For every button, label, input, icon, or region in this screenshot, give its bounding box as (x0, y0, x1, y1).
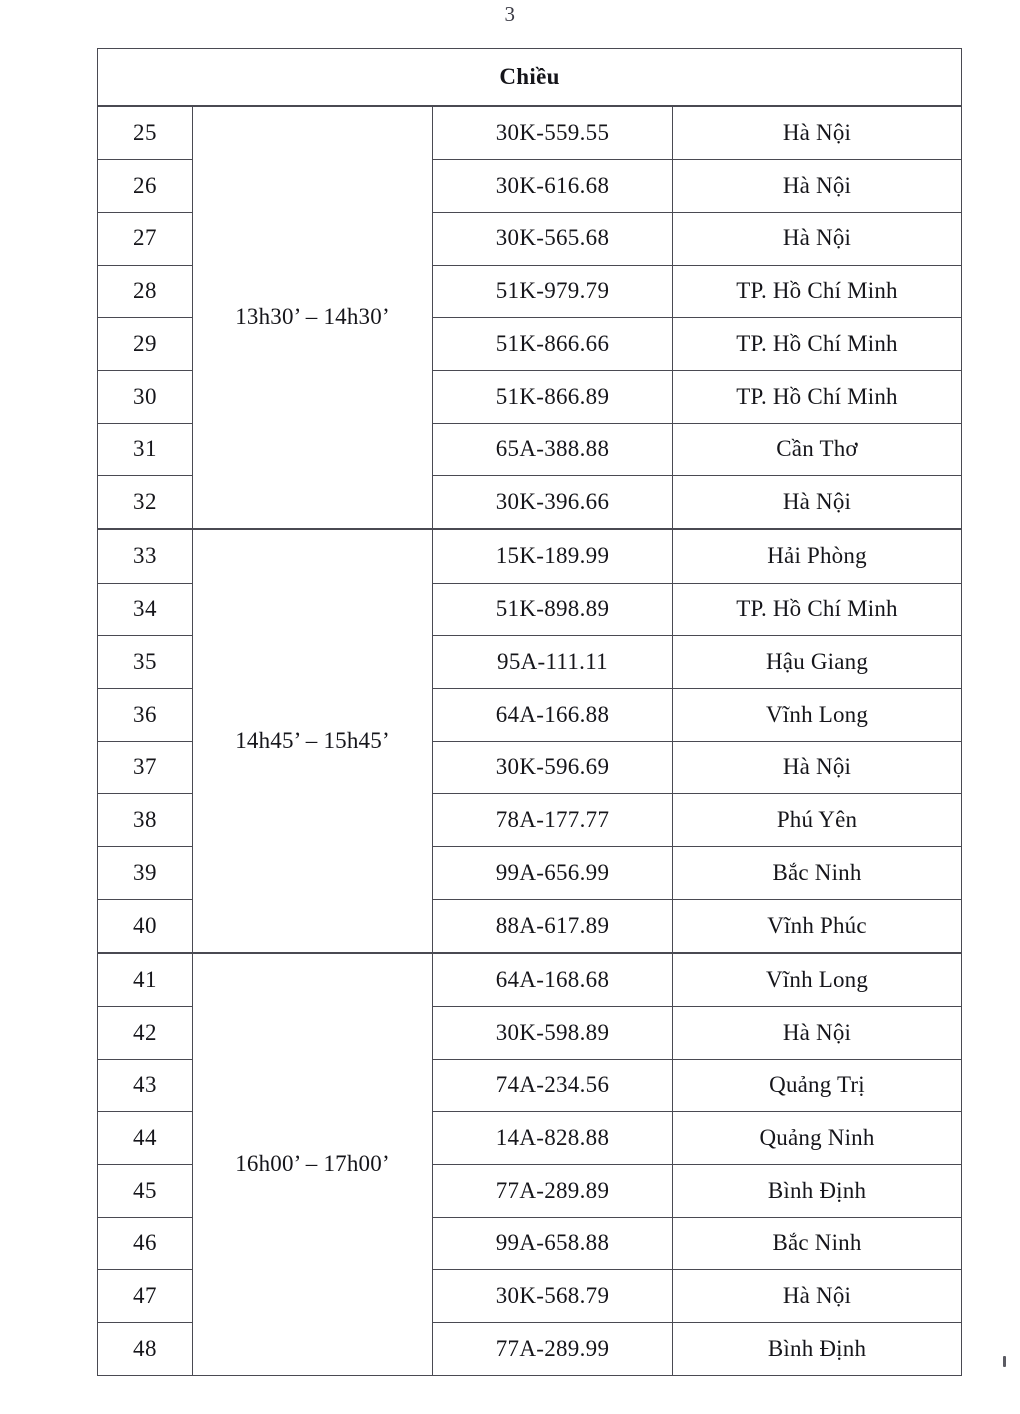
session-header-row (98, 49, 962, 107)
license-plate-cell: 30K-616.68 (433, 160, 673, 213)
license-plate-cell: 95A-111.11 (433, 636, 673, 689)
license-plate-cell: 64A-166.88 (433, 688, 673, 741)
row-number-cell: 47 (98, 1270, 193, 1323)
locality-cell: Quảng Ninh (673, 1112, 962, 1165)
license-plate-cell: 30K-596.69 (433, 741, 673, 794)
row-number-cell: 40 (98, 899, 193, 953)
license-plate-cell: 30K-565.68 (433, 212, 673, 265)
license-plate-cell: 30K-568.79 (433, 1270, 673, 1323)
locality-cell: Hà Nội (673, 476, 962, 530)
row-number-cell: 31 (98, 423, 193, 476)
row-number-cell: 36 (98, 688, 193, 741)
license-plate-cell: 74A-234.56 (433, 1059, 673, 1112)
row-number-cell: 37 (98, 741, 193, 794)
row-number-cell: 27 (98, 212, 193, 265)
row-number-cell: 39 (98, 846, 193, 899)
row-number-cell: 25 (98, 106, 193, 160)
license-plate-cell: 14A-828.88 (433, 1112, 673, 1165)
row-number-cell: 38 (98, 794, 193, 847)
row-number-cell: 43 (98, 1059, 193, 1112)
license-plate-cell: 15K-189.99 (433, 529, 673, 583)
table-row (98, 953, 962, 1007)
license-plate-cell: 51K-898.89 (433, 583, 673, 636)
locality-cell: TP. Hồ Chí Minh (673, 370, 962, 423)
locality-cell: Bình Định (673, 1165, 962, 1218)
row-number-cell: 41 (98, 953, 193, 1007)
license-plate-cell: 78A-177.77 (433, 794, 673, 847)
row-number-cell: 45 (98, 1165, 193, 1218)
schedule-table (97, 48, 962, 1376)
locality-cell: Bình Định (673, 1323, 962, 1376)
row-number-cell: 26 (98, 160, 193, 213)
row-number-cell: 32 (98, 476, 193, 530)
locality-cell: Hậu Giang (673, 636, 962, 689)
license-plate-cell: 99A-658.88 (433, 1217, 673, 1270)
license-plate-cell: 77A-289.99 (433, 1323, 673, 1376)
locality-cell: Hà Nội (673, 212, 962, 265)
locality-cell: Hà Nội (673, 106, 962, 160)
locality-cell: TP. Hồ Chí Minh (673, 318, 962, 371)
license-plate-cell: 99A-656.99 (433, 846, 673, 899)
locality-cell: Hà Nội (673, 741, 962, 794)
locality-cell: Cần Thơ (673, 423, 962, 476)
row-number-cell: 29 (98, 318, 193, 371)
table-row (98, 529, 962, 583)
row-number-cell: 46 (98, 1217, 193, 1270)
row-number-cell: 30 (98, 370, 193, 423)
page-number: 3 (504, 2, 516, 26)
locality-cell: Bắc Ninh (673, 1217, 962, 1270)
schedule-table-body (98, 49, 962, 1376)
row-number-cell: 44 (98, 1112, 193, 1165)
locality-cell: TP. Hồ Chí Minh (673, 265, 962, 318)
license-plate-cell: 30K-559.55 (433, 106, 673, 160)
license-plate-cell: 51K-979.79 (433, 265, 673, 318)
schedule-table-container (97, 48, 961, 1376)
locality-cell: Hà Nội (673, 160, 962, 213)
license-plate-cell: 30K-598.89 (433, 1006, 673, 1059)
locality-cell: Vĩnh Long (673, 953, 962, 1007)
row-number-cell: 33 (98, 529, 193, 583)
locality-cell: Bắc Ninh (673, 846, 962, 899)
locality-cell: Hà Nội (673, 1006, 962, 1059)
license-plate-cell: 64A-168.68 (433, 953, 673, 1007)
license-plate-cell: 88A-617.89 (433, 899, 673, 953)
license-plate-cell: 77A-289.89 (433, 1165, 673, 1218)
scan-artifact-mark (1003, 1356, 1006, 1367)
locality-cell: Quảng Trị (673, 1059, 962, 1112)
locality-cell: Phú Yên (673, 794, 962, 847)
locality-cell: Hải Phòng (673, 529, 962, 583)
table-row (98, 106, 962, 160)
license-plate-cell: 51K-866.89 (433, 370, 673, 423)
time-slot-cell: 13h30’ – 14h30’ (193, 106, 433, 529)
row-number-cell: 42 (98, 1006, 193, 1059)
row-number-cell: 48 (98, 1323, 193, 1376)
time-slot-cell: 16h00’ – 17h00’ (193, 953, 433, 1376)
license-plate-cell: 51K-866.66 (433, 318, 673, 371)
row-number-cell: 34 (98, 583, 193, 636)
license-plate-cell: 30K-396.66 (433, 476, 673, 530)
row-number-cell: 35 (98, 636, 193, 689)
license-plate-cell: 65A-388.88 (433, 423, 673, 476)
time-slot-cell: 14h45’ – 15h45’ (193, 529, 433, 952)
row-number-cell: 28 (98, 265, 193, 318)
locality-cell: Vĩnh Phúc (673, 899, 962, 953)
session-header-label: Chiều (98, 49, 962, 107)
locality-cell: Vĩnh Long (673, 688, 962, 741)
locality-cell: Hà Nội (673, 1270, 962, 1323)
locality-cell: TP. Hồ Chí Minh (673, 583, 962, 636)
